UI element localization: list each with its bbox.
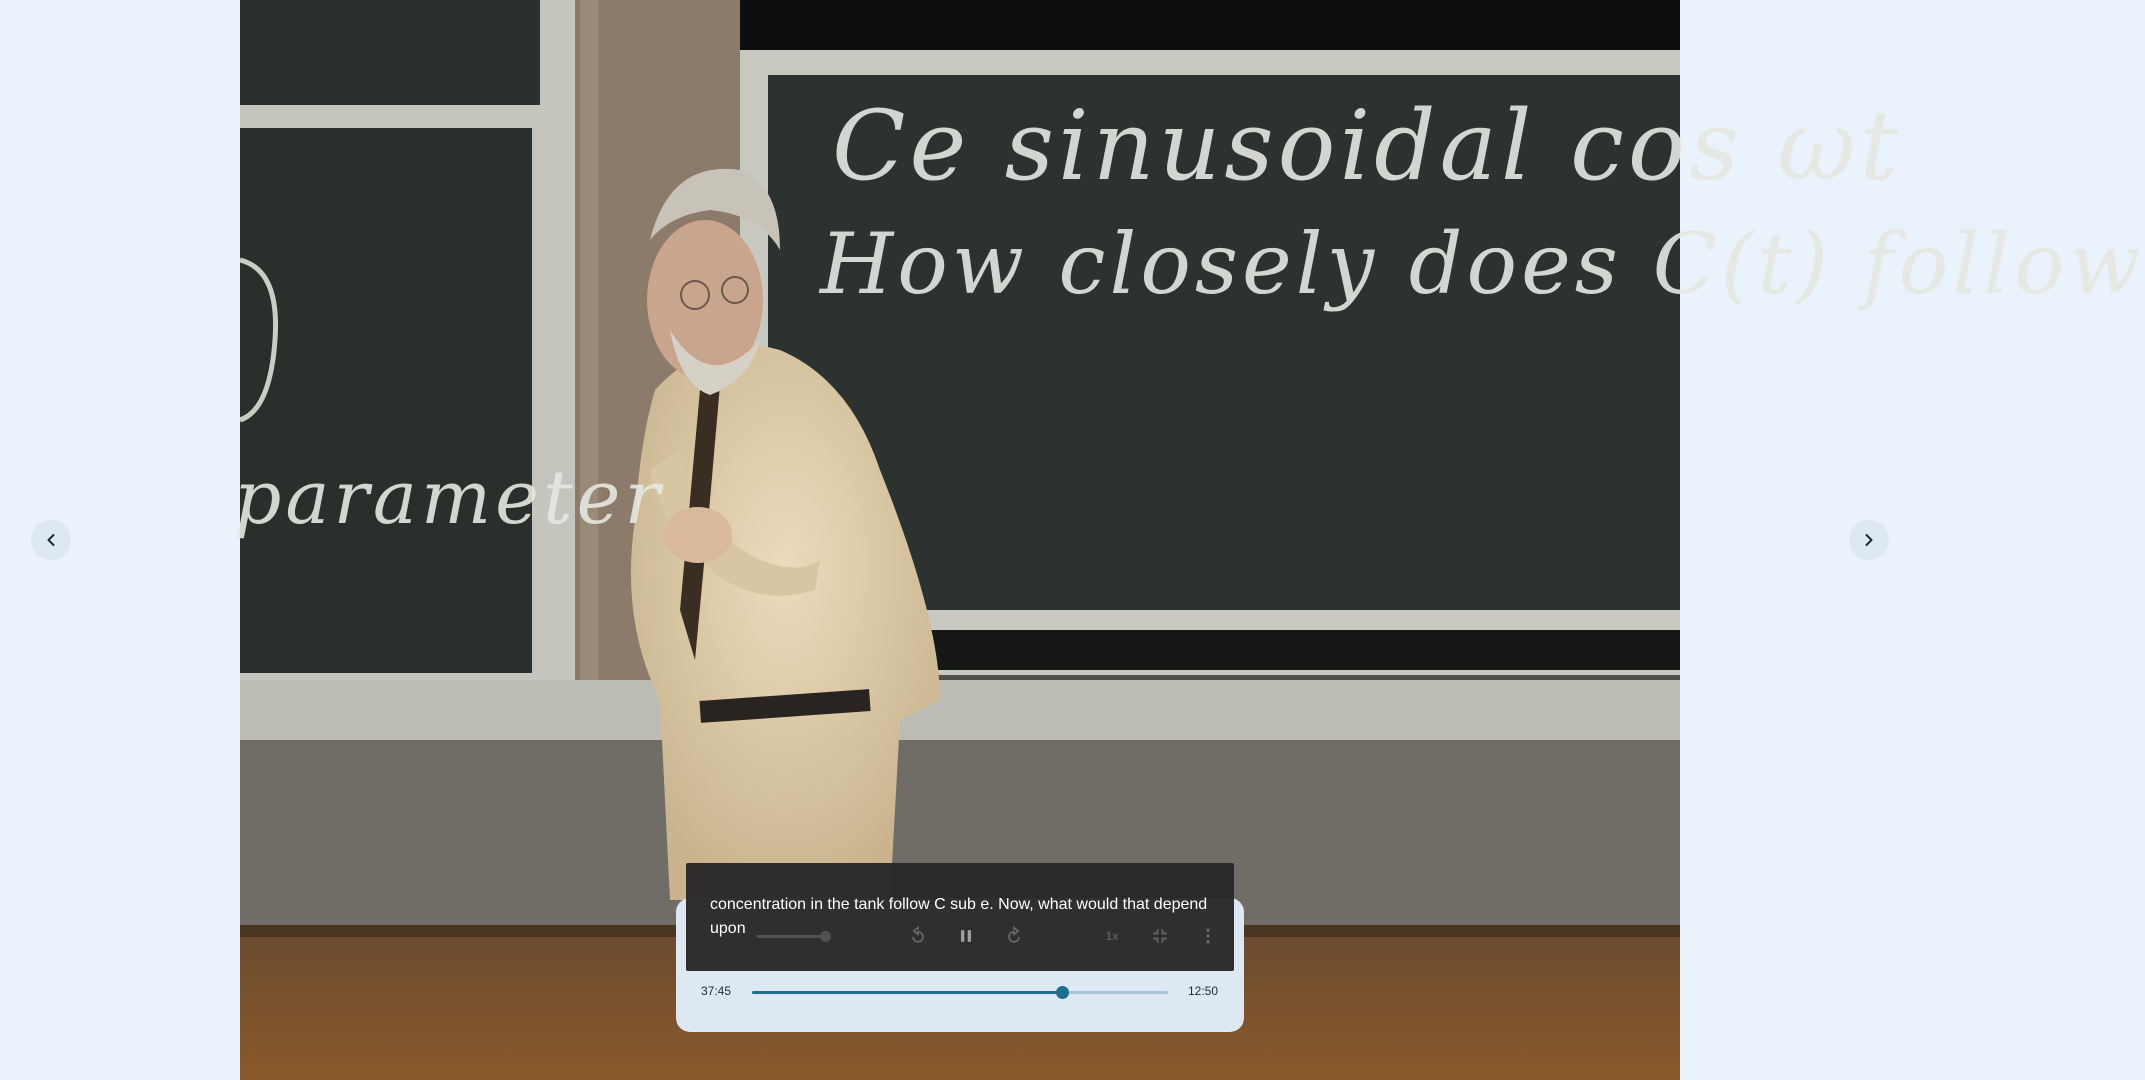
next-button[interactable] (1849, 520, 1889, 560)
chevron-left-icon (43, 532, 59, 548)
forward-10-icon (1004, 926, 1024, 946)
caption-text: concentration in the tank follow C sub e. Now, what would that depend upon (710, 896, 1208, 937)
seek-handle[interactable] (1056, 986, 1069, 999)
board-text-line-2: How closely does C(t) follow (820, 215, 2145, 313)
caption-box (686, 863, 1234, 971)
pause-button[interactable] (948, 918, 984, 954)
seek-bar[interactable] (752, 991, 1168, 994)
board-text-left: parameter (234, 455, 664, 541)
total-time: 12:50 (1187, 984, 1218, 998)
forward-button[interactable] (996, 918, 1032, 954)
volume-slider[interactable] (752, 918, 832, 954)
more-options-button[interactable] (1190, 918, 1226, 954)
previous-button[interactable] (31, 520, 71, 560)
seek-bar-progress (752, 991, 1062, 994)
playback-speed-button[interactable]: 1x (1105, 929, 1119, 943)
rewind-button[interactable] (900, 918, 936, 954)
current-time: 37:45 (701, 984, 732, 998)
exit-fullscreen-icon (1150, 926, 1170, 946)
timeline (676, 980, 1244, 1004)
more-vert-icon (1198, 926, 1218, 946)
chevron-right-icon (1861, 532, 1877, 548)
rewind-10-icon (908, 926, 928, 946)
player-overlay-controls (686, 918, 1234, 954)
pause-icon (956, 926, 976, 946)
exit-fullscreen-button[interactable] (1142, 918, 1178, 954)
board-text-line-1: Ce sinusoidal cos ωt (832, 90, 1903, 202)
